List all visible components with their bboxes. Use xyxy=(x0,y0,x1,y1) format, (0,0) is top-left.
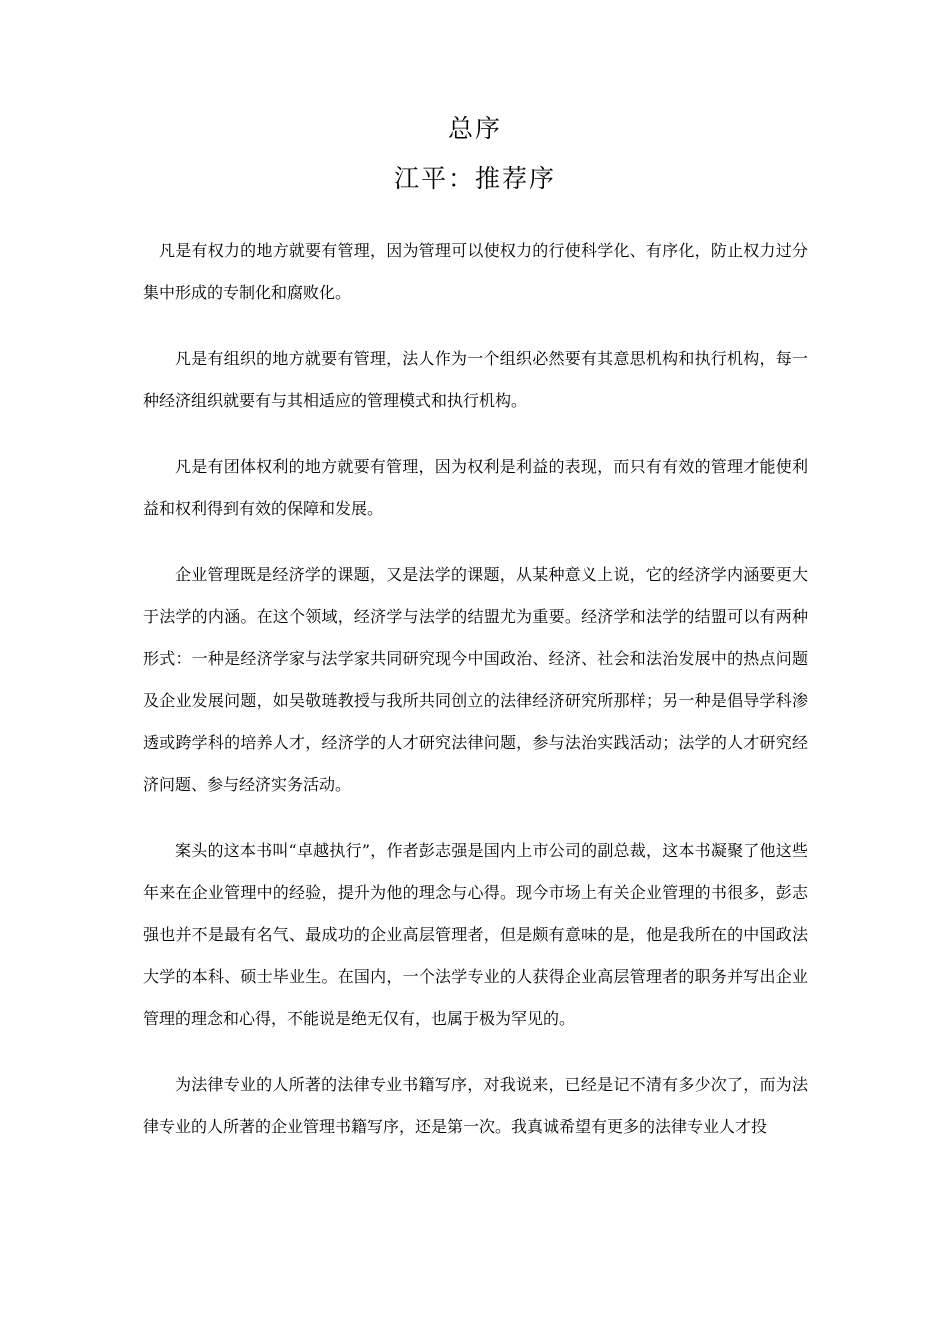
paragraph-3: 凡是有团体权利的地方就要有管理，因为权利是利益的表现，而只有有效的管理才能使利益和权利得到有效的保障和发展。 xyxy=(143,457,808,518)
paragraph-2: 凡是有组织的地方就要有管理，法人作为一个组织必然要有其意思机构和执行机构，每一种经济组织就要有与其相适应的管理模式和执行机构。 xyxy=(143,349,808,410)
document-body xyxy=(143,230,808,1172)
document-title: 总序 xyxy=(447,114,502,143)
paragraph-6: 为法律专业的人所著的法律专业书籍写序，对我说来，已经是记不清有多少次了，而为法律专业的人所著的企业管理书籍写序，还是第一次。我真诚希望有更多的法律专业人才投 xyxy=(143,1075,808,1136)
paragraph-4: 企业管理既是经济学的课题，又是法学的课题，从某种意义上说，它的经济学内涵要更大于法学的内涵。在这个领域，经济学与法学的结盟尤为重要。经济学和法学的结盟可以有两种形式：一种是经济学家与法学家共同研究现今中国政治、经济、社会和法治发展中的热点问题及企业发展问题，如吴敬琏教授与我所共同创立的法律经济研究所那样；另一种是倡导学科渗透或跨学科的培养人才，经济学的人才研究法律问题，参与法治实践活动；法学的人才研究经济问题、参与经济实务活动。 xyxy=(143,565,808,794)
paragraph-5: 案头的这本书叫“卓越执行”，作者彭志强是国内上市公司的副总裁，这本书凝聚了他这些年来在企业管理中的经验，提升为他的理念与心得。现今市场上有关企业管理的书很多，彭志强也并不是最有名气、最成功的企业高层管理者，但是颇有意味的是，他是我所在的中国政法大学的本科、硕士毕业生。在国内，一个法学专业的人获得企业高层管理者的职务并写出企业管理的理念和心得，不能说是绝无仅有，也属于极为罕见的。 xyxy=(143,841,808,1028)
document-subtitle: 江平：推荐序 xyxy=(393,164,556,193)
paragraph-1: 凡是有权力的地方就要有管理，因为管理可以使权力的行使科学化、有序化，防止权力过分集中形成的专制化和腐败化。 xyxy=(143,241,808,302)
